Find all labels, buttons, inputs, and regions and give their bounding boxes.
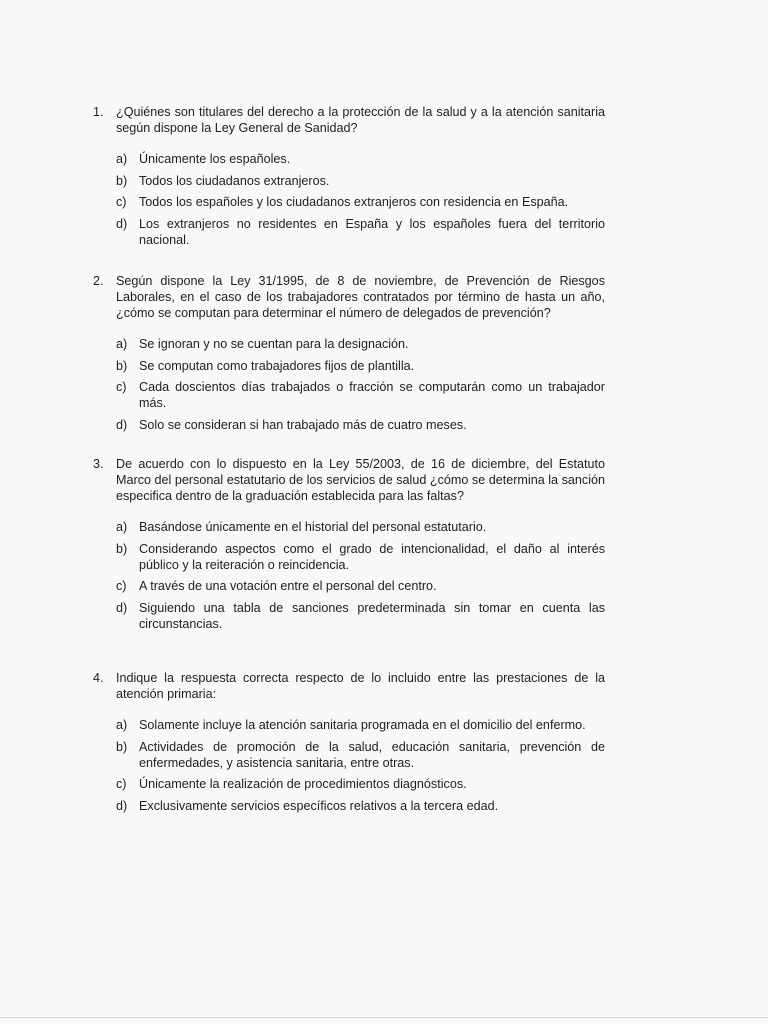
option-text: Cada doscientos días trabajados o fracción se computarán como un trabajador más. <box>139 380 605 410</box>
question-1-option-c <box>116 194 605 210</box>
option-letter: d) <box>116 798 128 813</box>
option-letter: c) <box>116 579 127 593</box>
option-text: Basándose únicamente en el historial del personal estatutario. <box>139 520 487 534</box>
page-bottom-edge <box>0 1017 768 1018</box>
question-2-options <box>116 336 605 433</box>
question-4-option-c <box>116 776 605 792</box>
question-4-number: 4. <box>93 671 104 685</box>
option-letter: a) <box>116 718 128 732</box>
option-letter: d) <box>116 216 128 231</box>
question-1-text: ¿Quiénes son titulares del derecho a la protección de la salud y a la atención sanitaria según dispone la Ley General de Sanidad? <box>116 105 605 135</box>
question-3-text: De acuerdo con lo dispuesto en la Ley 55/2003, de 16 de diciembre, del Estatuto Marco del personal estatutario de los servicios de salud ¿cómo se determina la sanción especifica dentro de la graduación establecida para las faltas? <box>116 457 605 503</box>
option-letter: b) <box>116 358 128 373</box>
option-letter: b) <box>116 173 128 188</box>
question-2 <box>93 273 605 438</box>
question-2-option-b <box>116 358 605 374</box>
option-text: Se ignoran y no se cuentan para la designación. <box>139 337 409 351</box>
option-text: Actividades de promoción de la salud, educación sanitaria, prevención de enfermedades, y asistencia sanitaria, entre otras. <box>139 739 605 770</box>
question-4-options <box>116 717 605 814</box>
option-letter: c) <box>116 195 127 209</box>
question-2-text: Según dispone la Ley 31/1995, de 8 de noviembre, de Prevención de Riesgos Laborales, en el caso de los trabajadores contratados por término de hasta un año, ¿cómo se computan para determinar el número de delegados de prevención? <box>116 274 605 320</box>
question-1-row <box>93 104 605 136</box>
question-4-option-d <box>116 798 605 814</box>
option-text: Solamente incluye la atención sanitaria programada en el domicilio del enfermo. <box>139 718 586 732</box>
option-text: Únicamente los españoles. <box>139 152 291 166</box>
question-1-option-a <box>116 151 605 167</box>
option-text: Se computan como trabajadores fijos de plantilla. <box>139 358 415 373</box>
option-text: Considerando aspectos como el grado de intencionalidad, el daño al interés público y la reiteración o reincidencia. <box>139 541 605 572</box>
question-2-number: 2. <box>93 274 104 288</box>
option-letter: d) <box>116 417 128 432</box>
option-text: Únicamente la realización de procedimientos diagnósticos. <box>139 777 467 791</box>
question-3-options <box>116 519 605 632</box>
question-3-row <box>93 456 605 504</box>
option-letter: a) <box>116 520 128 534</box>
question-4 <box>93 670 605 819</box>
option-text: Exclusivamente servicios específicos relativos a la tercera edad. <box>139 798 499 813</box>
question-1 <box>93 104 605 253</box>
question-2-option-c <box>116 379 605 411</box>
question-2-row <box>93 273 605 321</box>
question-3-option-c <box>116 578 605 594</box>
question-1-number: 1. <box>93 105 104 119</box>
question-1-option-b <box>116 173 605 189</box>
option-letter: d) <box>116 600 128 615</box>
option-text: Todos los ciudadanos extranjeros. <box>139 173 330 188</box>
option-text: Solo se consideran si han trabajado más de cuatro meses. <box>139 417 467 432</box>
option-letter: b) <box>116 739 128 754</box>
option-letter: c) <box>116 380 127 394</box>
question-4-row <box>93 670 605 702</box>
option-text: A través de una votación entre el personal del centro. <box>139 579 437 593</box>
question-1-option-d <box>116 216 605 248</box>
question-1-options <box>116 151 605 248</box>
option-text: Todos los españoles y los ciudadanos extranjeros con residencia en España. <box>139 195 569 209</box>
question-4-option-a <box>116 717 605 733</box>
question-3-option-a <box>116 519 605 535</box>
question-3 <box>93 456 605 637</box>
question-2-option-a <box>116 336 605 352</box>
question-3-number: 3. <box>93 457 104 471</box>
option-letter: b) <box>116 541 128 556</box>
option-text: Siguiendo una tabla de sanciones predeterminada sin tomar en cuenta las circunstancias. <box>139 600 605 631</box>
option-letter: a) <box>116 152 128 166</box>
question-4-option-b <box>116 739 605 771</box>
option-letter: c) <box>116 777 127 791</box>
question-2-option-d <box>116 417 605 433</box>
option-text: Los extranjeros no residentes en España y los españoles fuera del territorio nacional. <box>139 216 605 247</box>
option-letter: a) <box>116 337 128 351</box>
question-3-option-b <box>116 541 605 573</box>
question-3-option-d <box>116 600 605 632</box>
question-4-text: Indique la respuesta correcta respecto de lo incluido entre las prestaciones de la atención primaria: <box>116 671 605 701</box>
